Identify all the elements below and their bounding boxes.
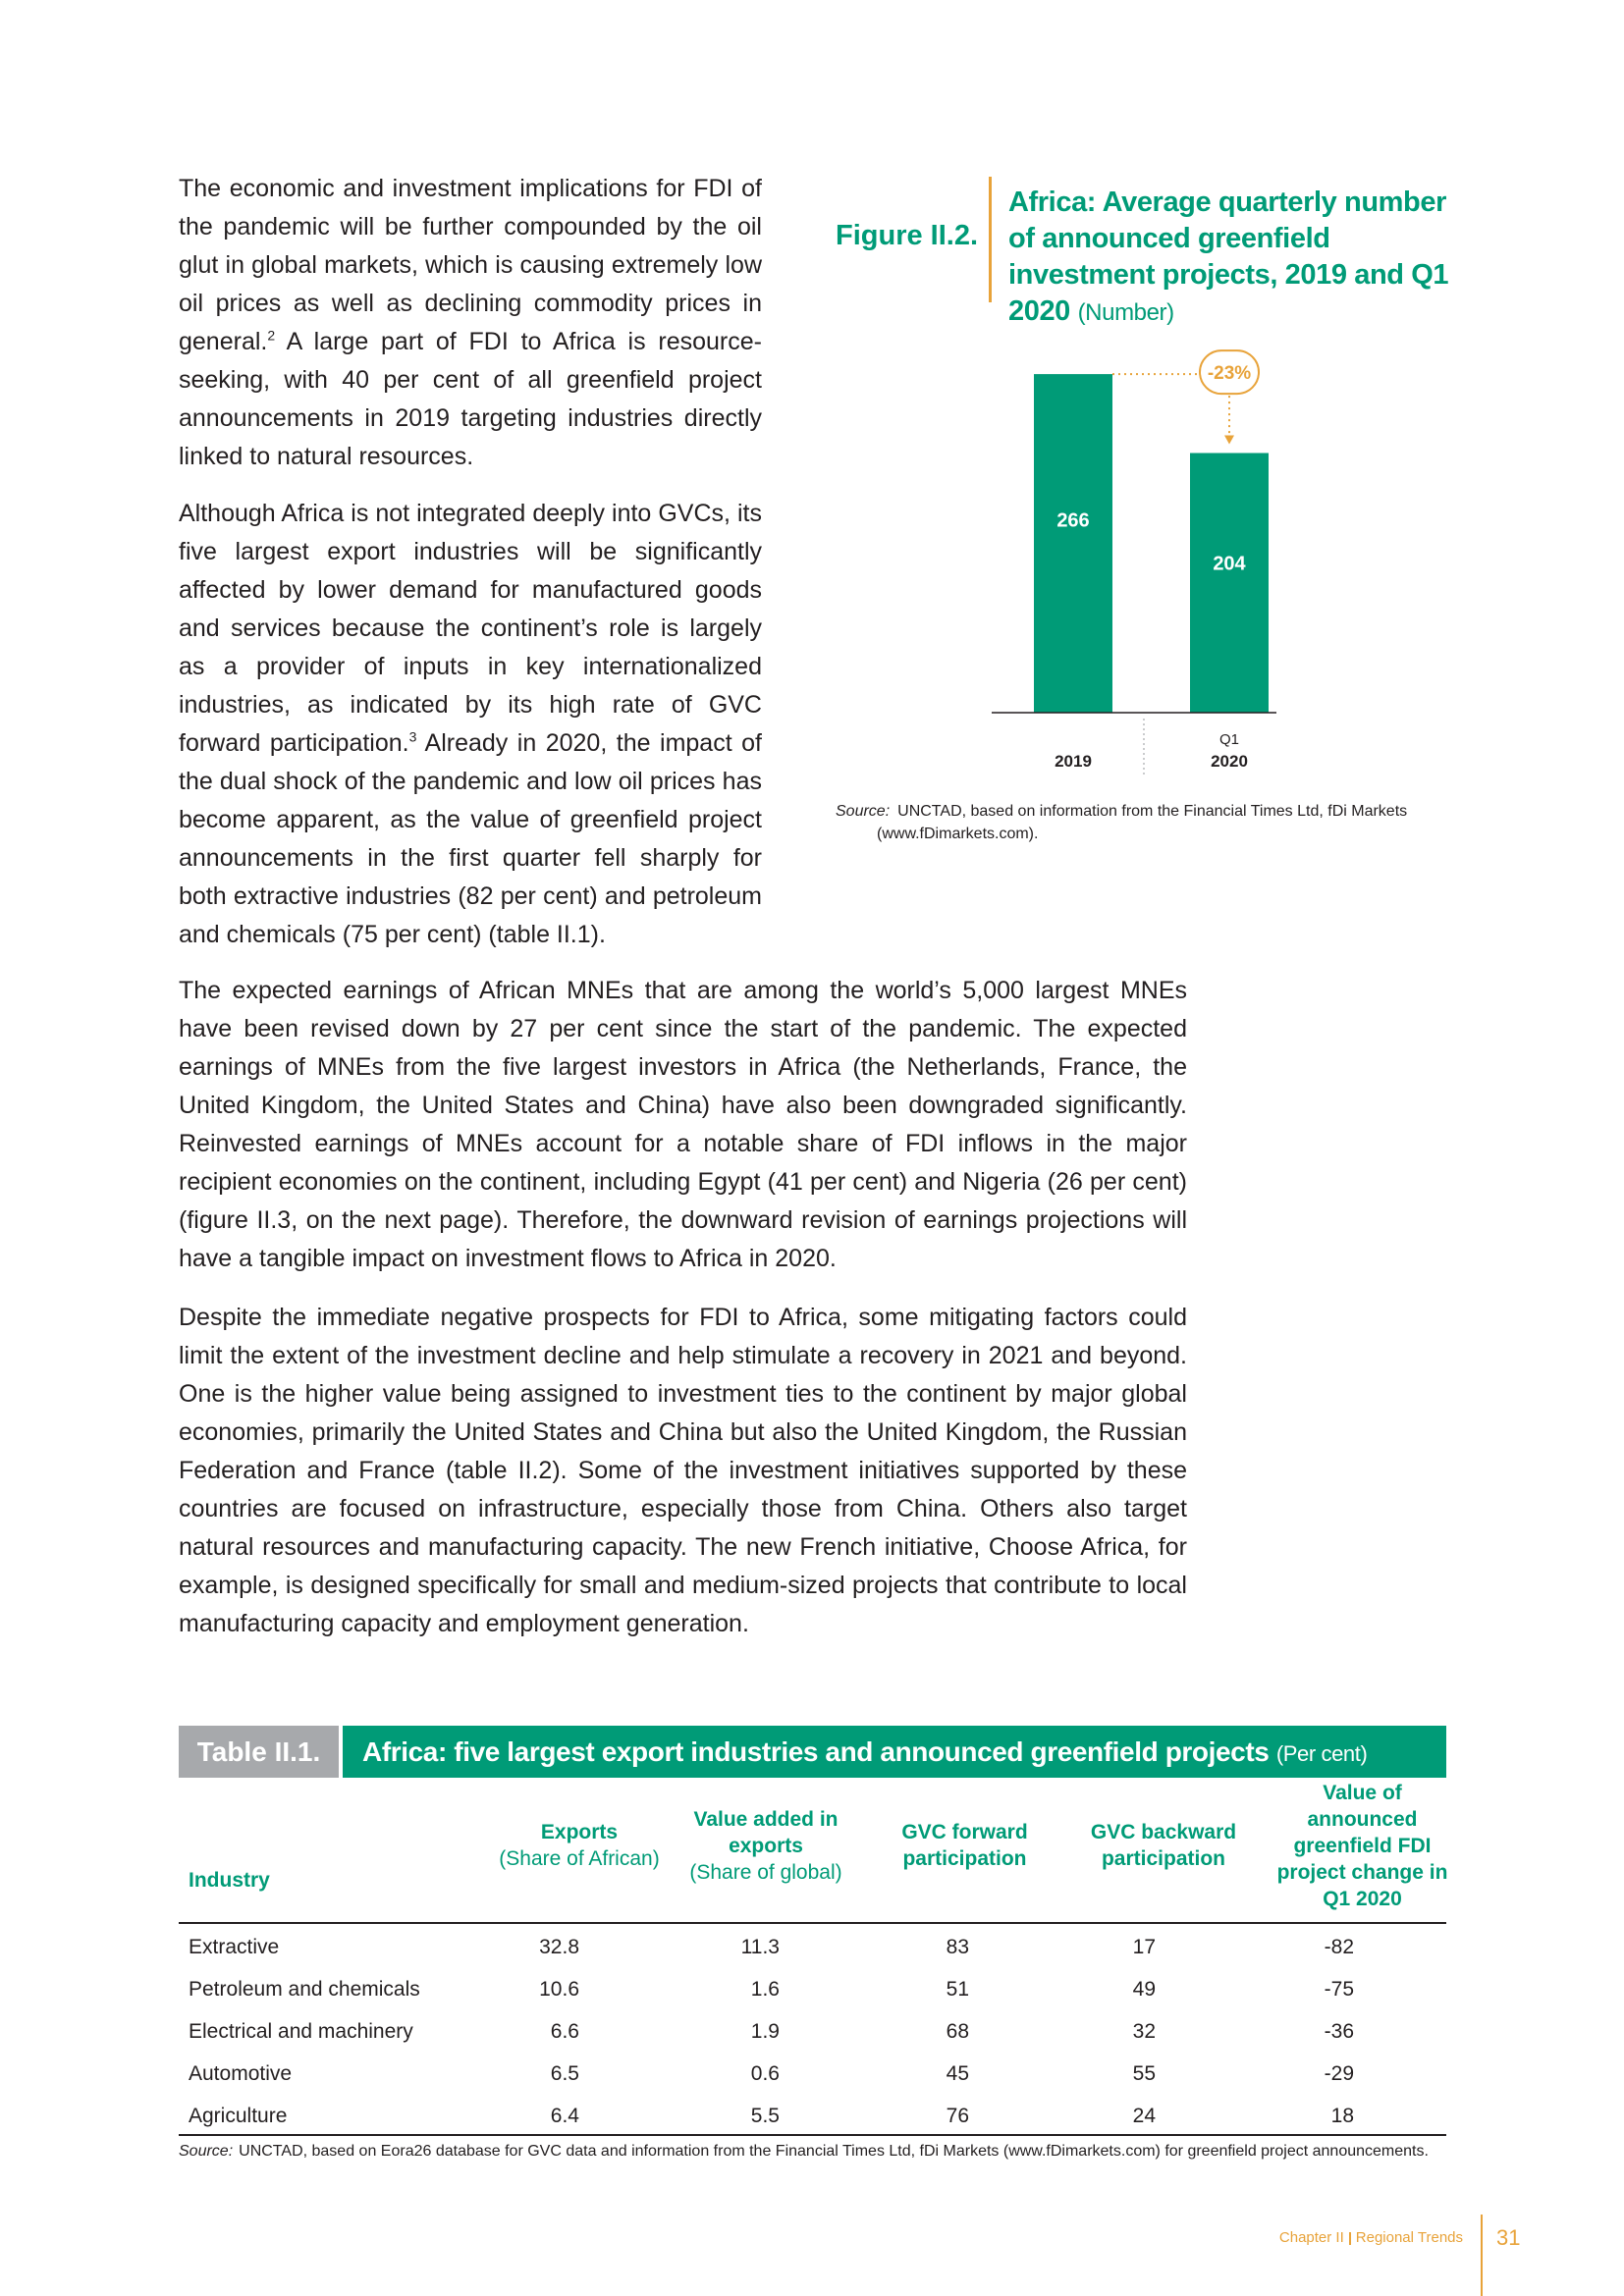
- table-label: Table II.1.: [179, 1726, 339, 1778]
- cell-value: 51: [946, 1978, 969, 2001]
- table-row: [179, 2010, 1446, 2053]
- table-source: Source: UNCTAD, based on Eora26 database for GVC data and information from the Financial Times Ltd, fDi Markets (www.fDimarkets.com) for greenfield project announcements.: [179, 2143, 1429, 2160]
- down-arrow-icon: [1224, 436, 1234, 445]
- cell-value: 1.9: [750, 2020, 780, 2043]
- column-header-gvc-forward: GVC forward participation: [901, 1821, 1028, 1870]
- column-header-exports: Exports (Share of African): [499, 1821, 660, 1870]
- cell-value: 32.8: [539, 1936, 579, 1958]
- cell-value: 10.6: [539, 1978, 579, 2001]
- paragraph-2: Although Africa is not integrated deeply into GVCs, its five largest export industries will be significantly affected by lower demand for manufactured goods and services because the continent’s role is largely as a provider of inputs in key internationalized industries, as indicated by its high rate of GVC forward participation.$^3$ Already in 2020, the impact of the dual shock of the pandemic and low oil prices has become apparent, as the value of greenfield project announcements in the first quarter fell sharply for both extractive industries (82 per cent) and petroleum and chemicals (75 per cent) (table II.1).: [179, 500, 762, 948]
- category-label: 2020: [1211, 752, 1248, 771]
- category-prefix-label: Q1: [1218, 731, 1240, 748]
- cell-value: 45: [946, 2062, 969, 2085]
- cell-value: 6.6: [550, 2020, 579, 2043]
- cell-value: 18: [1330, 2105, 1354, 2127]
- figure-divider: [989, 177, 992, 302]
- page-number: 31: [1496, 2225, 1521, 2250]
- paragraph-1: The economic and investment implications for FDI of the pandemic will be further compounded by the oil glut in global markets, which is causing extremely low oil prices as well as declining commodity prices in general.$^2$ A large part of FDI to Africa is resource-seeking, with 40 per cent of all greenfield project announcements in 2019 targeting industries directly linked to natural resources.: [179, 175, 762, 470]
- footnote-ref-3[interactable]: 3: [408, 728, 417, 745]
- cell-industry: Electrical and machinery: [189, 2020, 413, 2043]
- column-header-gvc-backward: GVC backward participation: [1090, 1821, 1237, 1870]
- running-footer: Chapter II Regional Trends: [1278, 2229, 1463, 2246]
- bar-value-label: 266: [1056, 509, 1090, 532]
- paragraph-3: The expected earnings of African MNEs that are among the world’s 5,000 largest MNEs have been revised down by 27 per cent since the start of the pandemic. The expected earnings of MNEs from the five largest investors in Africa (the Netherlands, France, the United Kingdom, the United States and China) have also been downgraded significantly. Reinvested earnings of MNEs account for a notable share of FDI inflows in the major recipient economies on the continent, including Egypt (41 per cent) and Nigeria (26 per cent) (figure II.3, on the next page). Therefore, the downward revision of earnings projections will have a tangible impact on investment flows to Africa in 2020.: [179, 977, 1187, 1272]
- table-title: Africa: five largest export industries and announced greenfield projects (Per cent): [343, 1726, 1446, 1778]
- cell-value: 24: [1132, 2105, 1156, 2127]
- category-label: 2019: [1055, 752, 1092, 771]
- bar-2020: [1190, 454, 1269, 713]
- cell-value: 1.6: [750, 1978, 780, 2001]
- figure-source: Source: UNCTAD, based on information from the Financial Times Ltd, fDi Markets (www.fDimarkets.com).: [836, 803, 1408, 842]
- table-row: [179, 1926, 1446, 1968]
- change-label: -23%: [1207, 363, 1252, 385]
- column-header-greenfield-change: Value of announced greenfield FDI project change in Q1 2020: [1276, 1781, 1448, 1910]
- footer-divider: [1481, 2215, 1483, 2296]
- bar-chart: [982, 344, 1355, 785]
- column-header-industry: Industry: [189, 1869, 270, 1892]
- bar-value-label: 204: [1213, 553, 1246, 575]
- cell-industry: Extractive: [189, 1936, 280, 1958]
- table-row: [179, 2095, 1446, 2137]
- figure-title: Africa: Average quarterly number of announced greenfield investment projects, 2019 and Q1 2020 (Number): [1008, 187, 1449, 327]
- cell-industry: Agriculture: [189, 2105, 288, 2127]
- bar-2019: [1034, 374, 1112, 713]
- cell-value: 6.5: [550, 2062, 579, 2085]
- cell-value: 49: [1132, 1978, 1156, 2001]
- cell-value: 0.6: [750, 2062, 780, 2085]
- cell-value: -29: [1324, 2062, 1354, 2085]
- table-unit: (Per cent): [1275, 1741, 1368, 1766]
- cell-value: 11.3: [740, 1936, 780, 1958]
- table-row: [179, 1968, 1446, 2010]
- cell-value: -82: [1324, 1936, 1354, 1958]
- figure-unit: (Number): [1077, 299, 1174, 326]
- cell-value: 6.4: [550, 2105, 579, 2127]
- figure-label: Figure II.2.: [836, 220, 979, 251]
- column-header-value-added: Value added in exports (Share of global): [689, 1807, 842, 1884]
- cell-value: 5.5: [750, 2105, 780, 2127]
- footnote-ref-2[interactable]: 2: [267, 327, 276, 344]
- cell-value: 17: [1132, 1936, 1156, 1958]
- cell-value: -75: [1324, 1978, 1354, 2001]
- cell-value: -36: [1324, 2020, 1354, 2043]
- table-row: [179, 2053, 1446, 2095]
- cell-value: 76: [946, 2105, 969, 2127]
- paragraph-4: Despite the immediate negative prospects for FDI to Africa, some mitigating factors could limit the extent of the investment decline and help stimulate a recovery in 2021 and beyond. One is the higher value being assigned to investment ties to the continent by major global economies, primarily the United States and China but also the United Kingdom, the Russian Federation and France (table II.2). Some of the investment initiatives supported by these countries are focused on infrastructure, especially those from China. Others also target natural resources and manufacturing capacity. The new French initiative, Choose Africa, for example, is designed specifically for small and medium-sized projects that contribute to local manufacturing capacity and employment generation.: [179, 1304, 1187, 1637]
- cell-value: 83: [946, 1936, 969, 1958]
- table-header-rule: [179, 1922, 1446, 1924]
- cell-value: 32: [1132, 2020, 1156, 2043]
- cell-value: 68: [946, 2020, 969, 2043]
- cell-industry: Petroleum and chemicals: [189, 1978, 420, 2001]
- cell-value: 55: [1132, 2062, 1156, 2085]
- cell-industry: Automotive: [189, 2062, 293, 2085]
- table-bottom-rule: [179, 2134, 1446, 2136]
